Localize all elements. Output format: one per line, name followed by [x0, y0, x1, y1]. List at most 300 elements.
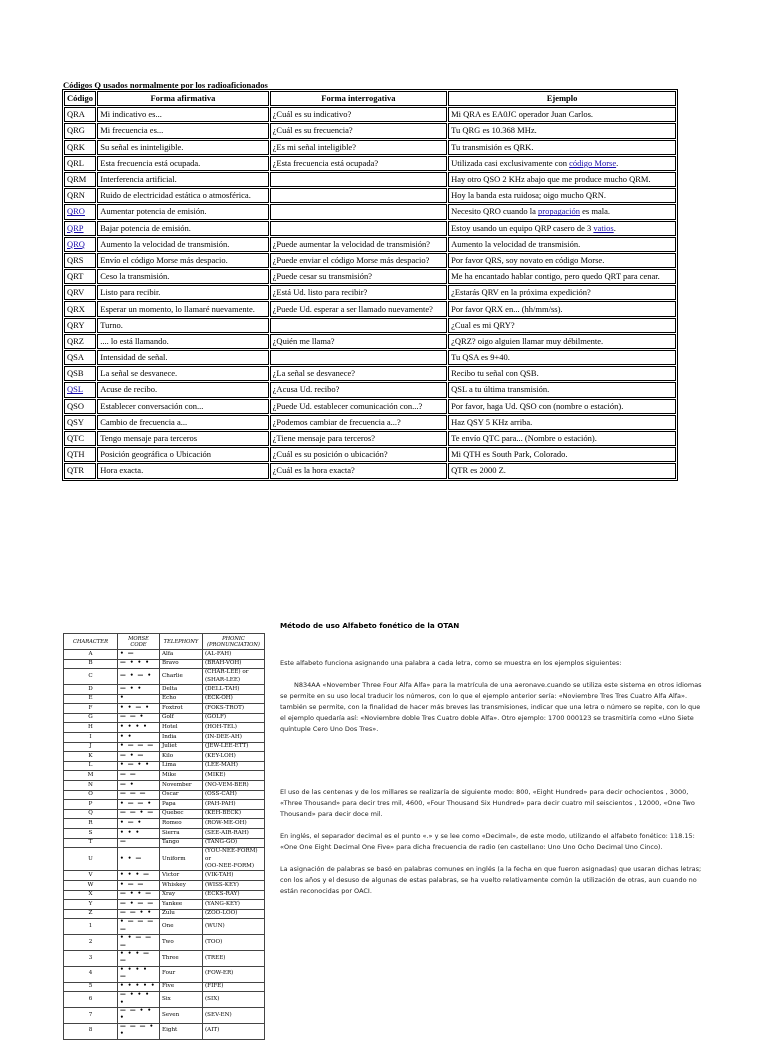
phonetic-header-row	[64, 634, 265, 650]
morse-code-cell: —	[118, 838, 160, 848]
phonetic-row	[64, 650, 265, 660]
morse-code-cell: • — — •	[118, 800, 160, 810]
interrogative-cell: ¿Cuál es la hora exacta?	[270, 463, 447, 478]
morse-code-cell: • —	[118, 650, 160, 660]
example-text: Estoy usando un equipo QRP casero de 3	[451, 222, 594, 233]
pronunciation-cell: (FOKS-TROT)	[203, 704, 265, 714]
character-cell: H	[64, 723, 118, 733]
interrogative-cell	[270, 172, 447, 187]
interrogative-cell: ¿Puede aumentar la velocidad de transmisión?	[270, 237, 447, 252]
affirmative-cell: Intensidad de señal.	[97, 350, 268, 365]
example-text: Me ha encantado hablar contigo, pero quedo QRT para cenar.	[451, 271, 660, 282]
phonetic-row	[64, 732, 265, 742]
q-code-cell[interactable]	[64, 221, 96, 236]
phonetic-row	[64, 800, 265, 810]
q-codes-table	[62, 89, 678, 481]
q-code-row	[64, 318, 676, 333]
example-text: Mi QTH es South Park, Colorado.	[451, 449, 568, 460]
character-cell: 7	[64, 1007, 118, 1023]
character-cell: T	[64, 838, 118, 848]
interrogative-cell: ¿Cuál es su frecuencia?	[270, 123, 447, 138]
interrogative-cell: ¿Puede Ud. establecer comunicación con...?	[270, 399, 447, 414]
affirmative-cell: Mi frecuencia es...	[97, 123, 268, 138]
character-cell: U	[64, 848, 118, 871]
phonetic-row	[64, 694, 265, 704]
character-cell: V	[64, 871, 118, 881]
phonetic-row	[64, 848, 265, 871]
affirmative-cell: Tengo mensaje para terceros	[97, 431, 268, 446]
example-cell	[448, 285, 676, 300]
q-code-cell[interactable]	[64, 237, 96, 252]
example-text: ¿Estarás QRV en la próxima expedición?	[451, 287, 591, 298]
q-code-row	[64, 415, 676, 430]
phonetic-row	[64, 1023, 265, 1039]
interrogative-cell: ¿Cuál es su posición o ubicación?	[270, 447, 447, 462]
morse-code-cell: • — •	[118, 819, 160, 829]
interrogative-cell: ¿Podemos cambiar de frecuencia a...?	[270, 415, 447, 430]
header-morse-code: MORSE CODE	[118, 634, 160, 650]
q-code-cell: QRS	[64, 253, 96, 268]
q-code-row	[64, 366, 676, 381]
q-code-row	[64, 188, 676, 203]
morse-code-cell: — •	[118, 780, 160, 790]
telephony-cell: Lima	[160, 761, 203, 771]
interrogative-cell: ¿Está Ud. listo para recibir?	[270, 285, 447, 300]
character-cell: 6	[64, 992, 118, 1008]
affirmative-cell: Hora exacta.	[97, 463, 268, 478]
morse-code-cell: — — • •	[118, 909, 160, 919]
phonetic-row	[64, 838, 265, 848]
example-text: QSL a tu última transmisión.	[451, 384, 550, 395]
otan-paragraph: El uso de las centenas y de los millares se realizaría de siguiente modo: 800, «Eight Hundred» para decir ochocientos , 3000, «Three Thousand» para decir tres mil, 4600, «Four Thousand Six Hundred» para decir cuatro mil seiscientos , 12000, «One Two Thousand» para decir doce mil.	[280, 788, 695, 818]
morse-code-cell: — — — • •	[118, 1023, 160, 1039]
q-code-cell: QRG	[64, 123, 96, 138]
example-cell	[448, 399, 676, 414]
header-code: Código	[64, 91, 96, 106]
q-code-cell: QRX	[64, 301, 96, 316]
morse-code-cell: • • • • —	[118, 966, 160, 982]
telephony-cell: One	[160, 919, 203, 935]
pronunciation-cell: (DELL-TAH)	[203, 685, 265, 695]
telephony-cell: Romeo	[160, 819, 203, 829]
telephony-cell: Six	[160, 992, 203, 1008]
morse-code-cell: • — • •	[118, 761, 160, 771]
q-code-cell: QTC	[64, 431, 96, 446]
example-cell	[448, 447, 676, 462]
morse-code-cell: • — — — —	[118, 919, 160, 935]
example-cell	[448, 253, 676, 268]
pronunciation-cell: (JEW-LEE-ETT)	[203, 742, 265, 752]
telephony-cell: Charlie	[160, 669, 203, 685]
character-cell: P	[64, 800, 118, 810]
telephony-cell: Seven	[160, 1007, 203, 1023]
header-character: CHARACTER	[64, 634, 118, 650]
pronunciation-cell: (SEV-EN)	[203, 1007, 265, 1023]
phonetic-row	[64, 761, 265, 771]
q-code-cell: QRY	[64, 318, 96, 333]
q-code-cell: QSY	[64, 415, 96, 430]
affirmative-cell: Ceso la transmisión.	[97, 269, 268, 284]
example-text: Mi QRA es EA0JC operador Juan Carlos.	[451, 109, 593, 120]
affirmative-cell: Interferencia artificial.	[97, 172, 268, 187]
interrogative-cell	[270, 188, 447, 203]
interrogative-cell: ¿La señal se desvanece?	[270, 366, 447, 381]
pronunciation-cell: (HOH-TEL)	[203, 723, 265, 733]
example-cell	[448, 463, 676, 478]
example-cell	[448, 237, 676, 252]
character-cell: X	[64, 890, 118, 900]
pronunciation-cell: (TOO)	[203, 935, 265, 951]
phonetic-row	[64, 1007, 265, 1023]
affirmative-cell: La señal se desvanece.	[97, 366, 268, 381]
interrogative-cell	[270, 350, 447, 365]
morse-code-cell: • • —	[118, 848, 160, 871]
example-text: QTR es 2000 Z.	[451, 465, 506, 476]
affirmative-cell: Envío el código Morse más despacio.	[97, 253, 268, 268]
example-cell	[448, 221, 676, 236]
telephony-cell: Xray	[160, 890, 203, 900]
q-code-cell: QRZ	[64, 334, 96, 349]
pronunciation-cell: (ECK-OH)	[203, 694, 265, 704]
morse-code-cell: • — —	[118, 880, 160, 890]
phonetic-row	[64, 771, 265, 781]
q-code-row	[64, 463, 676, 478]
example-text-after: es mala.	[580, 206, 610, 217]
otan-section	[280, 620, 705, 908]
affirmative-cell: Esperar un momento, lo llamaré nuevamente.	[97, 301, 268, 316]
morse-code-cell: — —	[118, 771, 160, 781]
q-code-cell: QSA	[64, 350, 96, 365]
q-code-link[interactable]: QRO	[67, 206, 85, 217]
morse-code-cell: • • — •	[118, 704, 160, 714]
phonetic-row	[64, 880, 265, 890]
telephony-cell: Four	[160, 966, 203, 982]
phonetic-row	[64, 919, 265, 935]
morse-code-cell: • •	[118, 732, 160, 742]
header-interrogative: Forma interrogativa	[270, 91, 447, 106]
q-code-row	[64, 399, 676, 414]
morse-code-cell: — — • • •	[118, 1007, 160, 1023]
telephony-cell: Hotel	[160, 723, 203, 733]
character-cell: R	[64, 819, 118, 829]
phonetic-row	[64, 819, 265, 829]
interrogative-cell: ¿Puede cesar su transmisión?	[270, 269, 447, 284]
affirmative-cell: Turno.	[97, 318, 268, 333]
character-cell: O	[64, 790, 118, 800]
example-text: Haz QSY 5 KHz arriba.	[451, 416, 533, 427]
header-affirmative: Forma afirmativa	[97, 91, 268, 106]
morse-code-cell: — • • —	[118, 890, 160, 900]
example-cell	[448, 204, 676, 219]
pronunciation-cell: (IN-DEE-AH)	[203, 732, 265, 742]
pronunciation-cell: (SEE-AIR-RAH)	[203, 828, 265, 838]
q-code-cell: QRT	[64, 269, 96, 284]
q-code-row	[64, 301, 676, 316]
example-text: Tu QSA es 9+40.	[451, 352, 510, 363]
example-text: ¿Cual es mi QRY?	[451, 319, 515, 330]
morse-code-cell: • • •	[118, 828, 160, 838]
telephony-cell: Oscar	[160, 790, 203, 800]
pronunciation-cell: (TANG-GO)	[203, 838, 265, 848]
affirmative-cell: Listo para recibir.	[97, 285, 268, 300]
telephony-cell: Five	[160, 982, 203, 992]
header-telephony: TELEPHONY	[160, 634, 203, 650]
example-text: Necesito QRO cuando la	[451, 206, 538, 217]
character-cell: 1	[64, 919, 118, 935]
phonetic-row	[64, 752, 265, 762]
pronunciation-cell: (PAH-PAH)	[203, 800, 265, 810]
character-cell: C	[64, 669, 118, 685]
telephony-cell: Juliet	[160, 742, 203, 752]
phonetic-row	[64, 780, 265, 790]
pronunciation-cell: (AL-FAH)	[203, 650, 265, 660]
phonetic-body	[64, 650, 265, 1040]
telephony-cell: Echo	[160, 694, 203, 704]
affirmative-cell: Ruido de electricidad estática o atmosférica.	[97, 188, 268, 203]
telephony-cell: Sierra	[160, 828, 203, 838]
q-code-link[interactable]: QRQ	[67, 238, 85, 249]
q-code-row	[64, 447, 676, 462]
pronunciation-cell: (OSS-CAH)	[203, 790, 265, 800]
phonetic-row	[64, 992, 265, 1008]
character-cell: G	[64, 713, 118, 723]
pronunciation-cell: (LEE-MAH)	[203, 761, 265, 771]
telephony-cell: Quebec	[160, 809, 203, 819]
character-cell: Z	[64, 909, 118, 919]
example-text: Te envío QTC para... (Nombre o estación).	[451, 433, 597, 444]
q-code-row	[64, 156, 676, 171]
character-cell: B	[64, 659, 118, 669]
affirmative-cell: Acuse de recibo.	[97, 382, 268, 397]
telephony-cell: Yankee	[160, 900, 203, 910]
phonetic-row	[64, 935, 265, 951]
interrogative-cell: ¿Acusa Ud. recibo?	[270, 382, 447, 397]
example-text: Recibo tu señal con QSB.	[451, 368, 539, 379]
character-cell: 3	[64, 950, 118, 966]
character-cell: N	[64, 780, 118, 790]
q-code-row	[64, 204, 676, 219]
pronunciation-cell: (KEH-BECK)	[203, 809, 265, 819]
example-link[interactable]: propagación	[537, 206, 580, 217]
phonetic-row	[64, 723, 265, 733]
example-cell	[448, 123, 676, 138]
phonetic-row	[64, 871, 265, 881]
phonetic-alphabet-table	[63, 633, 265, 1040]
morse-code-cell: • • • — —	[118, 950, 160, 966]
example-text: Por favor, haga Ud. QSO con (nombre o estación).	[451, 400, 624, 411]
interrogative-cell: ¿Cuál es su indicativo?	[270, 107, 447, 122]
q-code-cell[interactable]	[64, 204, 96, 219]
morse-code-cell: — — •	[118, 713, 160, 723]
example-cell	[448, 366, 676, 381]
affirmative-cell: Mi indicativo es...	[97, 107, 268, 122]
affirmative-cell: Posición geográfica o Ubicación	[97, 447, 268, 462]
interrogative-cell	[270, 318, 447, 333]
telephony-cell: Eight	[160, 1023, 203, 1039]
q-code-row	[64, 123, 676, 138]
pronunciation-cell: (BRAH-VOH)	[203, 659, 265, 669]
example-cell	[448, 301, 676, 316]
pronunciation-cell: (WISS-KEY)	[203, 880, 265, 890]
example-text: Aumento la velocidad de transmisión.	[451, 238, 581, 249]
q-code-link[interactable]: QSL	[67, 384, 84, 395]
otan-title: Método de uso Alfabeto fonético de la OTAN	[280, 621, 460, 630]
character-cell: J	[64, 742, 118, 752]
pronunciation-cell: (CHAR-LEE) or (SHAR-LEE)	[203, 669, 265, 685]
example-cell	[448, 382, 676, 397]
q-code-row	[64, 350, 676, 365]
telephony-cell: Delta	[160, 685, 203, 695]
interrogative-cell	[270, 204, 447, 219]
affirmative-cell: Establecer conversación con...	[97, 399, 268, 414]
q-code-row	[64, 334, 676, 349]
pronunciation-cell: (YOU-NEE-FORM) or (OO-NEE-FORM)	[203, 848, 265, 871]
otan-paragraph: La asignación de palabras se basó en palabras comunes en inglés (a la fecha en que fueron asignadas) que usaran dichas letras; con los años y el desuso de algunas de estas palabras, se ha vuelto relativamente común la utilización de otras, aun cuando no están reconocidas por OACI.	[280, 865, 702, 895]
telephony-cell: Whiskey	[160, 880, 203, 890]
example-link[interactable]: vatios	[593, 222, 614, 233]
morse-code-cell: — • •	[118, 685, 160, 695]
q-code-cell: QTR	[64, 463, 96, 478]
affirmative-cell: .... lo está llamando.	[97, 334, 268, 349]
otan-paragraph: En inglés, el separador decimal es el punto «.» y se lee como «Decimal», de este modo, utilizando el alfabeto fonético: 118.15: «One One Eight Decimal One Five» para dicha frecuencia de radio (en castellano: Uno Uno Ocho Decimal Uno Cinco).	[280, 832, 695, 851]
q-code-row	[64, 221, 676, 236]
interrogative-cell: ¿Puede Ud. esperar a ser llamado nuevamente?	[270, 301, 447, 316]
example-cell	[448, 318, 676, 333]
q-code-row	[64, 253, 676, 268]
character-cell: I	[64, 732, 118, 742]
morse-code-cell: — — • —	[118, 809, 160, 819]
example-text: Hoy la banda esta ruidosa; oigo mucho QRN.	[451, 190, 606, 201]
pronunciation-cell: (SIX)	[203, 992, 265, 1008]
phonetic-row	[64, 809, 265, 819]
character-cell: 2	[64, 935, 118, 951]
q-code-cell: QRK	[64, 140, 96, 155]
phonetic-row	[64, 909, 265, 919]
example-cell	[448, 334, 676, 349]
affirmative-cell: Cambio de frecuencia a...	[97, 415, 268, 430]
telephony-cell: Two	[160, 935, 203, 951]
morse-code-cell: • • • • •	[118, 982, 160, 992]
affirmative-cell: Su señal es ininteligible.	[97, 140, 268, 155]
pronunciation-cell: (FIFE)	[203, 982, 265, 992]
q-code-row	[64, 382, 676, 397]
phonetic-row	[64, 713, 265, 723]
telephony-cell: Zulu	[160, 909, 203, 919]
q-code-cell: QRV	[64, 285, 96, 300]
phonetic-row	[64, 685, 265, 695]
example-text: Por favor QRX en... (hh/mm/ss).	[451, 303, 563, 314]
character-cell: 5	[64, 982, 118, 992]
phonetic-row	[64, 982, 265, 992]
interrogative-cell: ¿Puede enviar el código Morse más despacio?	[270, 253, 447, 268]
phonetic-row	[64, 900, 265, 910]
telephony-cell: Alfa	[160, 650, 203, 660]
q-codes-body	[64, 107, 676, 478]
phonetic-row	[64, 659, 265, 669]
telephony-cell: Tango	[160, 838, 203, 848]
morse-code-cell: — • • •	[118, 659, 160, 669]
phonetic-row	[64, 966, 265, 982]
morse-code-cell: — • —	[118, 752, 160, 762]
q-code-cell: QRN	[64, 188, 96, 203]
example-text-after: .	[613, 222, 616, 233]
character-cell: F	[64, 704, 118, 714]
example-text: ¿QRZ? oigo alguien llamar muy débilmente.	[451, 335, 604, 346]
morse-code-cell: • • • —	[118, 871, 160, 881]
q-code-link[interactable]: QRP	[67, 222, 84, 233]
pronunciation-cell: (AIT)	[203, 1023, 265, 1039]
q-code-cell: QSO	[64, 399, 96, 414]
header-pronunciation: PHONIC (PRONUNCIATION)	[203, 634, 265, 650]
morse-code-cell: — • — —	[118, 900, 160, 910]
interrogative-cell: ¿Esta frecuencia está ocupada?	[270, 156, 447, 171]
phonetic-row	[64, 790, 265, 800]
interrogative-cell	[270, 221, 447, 236]
q-code-row	[64, 140, 676, 155]
character-cell: A	[64, 650, 118, 660]
header-example: Ejemplo	[448, 91, 676, 106]
character-cell: K	[64, 752, 118, 762]
morse-code-cell: •	[118, 694, 160, 704]
example-cell	[448, 188, 676, 203]
pronunciation-cell: (NO-VEM-BER)	[203, 780, 265, 790]
interrogative-cell: ¿Quién me llama?	[270, 334, 447, 349]
telephony-cell: Bravo	[160, 659, 203, 669]
character-cell: S	[64, 828, 118, 838]
q-code-cell: QRL	[64, 156, 96, 171]
telephony-cell: Papa	[160, 800, 203, 810]
q-codes-title: Códigos Q usados normalmente por los radioaficionados	[63, 80, 268, 90]
q-codes-header-row	[64, 91, 676, 106]
morse-code-cell: — — —	[118, 790, 160, 800]
q-code-cell: QRM	[64, 172, 96, 187]
otan-paragraph: N834AA «November Three Four Alfa Alfa» para la matrícula de una aeronave.cuando se utiliza este sistema en otros idiomas se permite en su uso local traducir los números, con lo que el ejemplo anterior sería: «Noviembre Tres Tres Cuatro Alfa Alfa». también se permite, con la finalidad de hacer más breves las transmisiones, indicar que una letra o número se repite, con lo que el ejemplo quedaría así: «Noviembre doble Tres Cuatro doble Alfa». Otro ejemplo: 1700 000123 se trasmitiría como «Uno Siete quíntuple Cero Uno Dos Tres».	[280, 681, 702, 733]
character-cell: M	[64, 771, 118, 781]
affirmative-cell: Esta frecuencia está ocupada.	[97, 156, 268, 171]
telephony-cell: Golf	[160, 713, 203, 723]
phonetic-row	[64, 669, 265, 685]
character-cell: Q	[64, 809, 118, 819]
phonetic-row	[64, 704, 265, 714]
affirmative-cell: Aumento la velocidad de transmisión.	[97, 237, 268, 252]
character-cell: 4	[64, 966, 118, 982]
example-text: Tu QRG es 10.368 MHz.	[451, 125, 537, 136]
q-code-cell: QRA	[64, 107, 96, 122]
telephony-cell: November	[160, 780, 203, 790]
telephony-cell: Foxtrot	[160, 704, 203, 714]
pronunciation-cell: (WUN)	[203, 919, 265, 935]
q-code-row	[64, 285, 676, 300]
example-text: Hay otro QSO 2 KHz abajo que me produce mucho QRM.	[451, 174, 651, 185]
example-link[interactable]: código Morse	[569, 157, 617, 168]
telephony-cell: Uniform	[160, 848, 203, 871]
interrogative-cell: ¿Es mi señal inteligible?	[270, 140, 447, 155]
q-code-cell[interactable]	[64, 382, 96, 397]
phonetic-row	[64, 890, 265, 900]
character-cell: L	[64, 761, 118, 771]
example-cell	[448, 415, 676, 430]
character-cell: E	[64, 694, 118, 704]
telephony-cell: India	[160, 732, 203, 742]
otan-paragraph: Este alfabeto funciona asignando una palabra a cada letra, como se muestra en los ejemplos siguientes:	[280, 659, 622, 667]
phonetic-row	[64, 742, 265, 752]
q-code-cell: QSB	[64, 366, 96, 381]
example-text-after: .	[616, 157, 619, 168]
pronunciation-cell: (GOLF)	[203, 713, 265, 723]
affirmative-cell: Aumentar potencia de emisión.	[97, 204, 268, 219]
morse-code-cell: • • • •	[118, 723, 160, 733]
example-text: Por favor QRS, soy novato en código Morse.	[451, 254, 605, 265]
